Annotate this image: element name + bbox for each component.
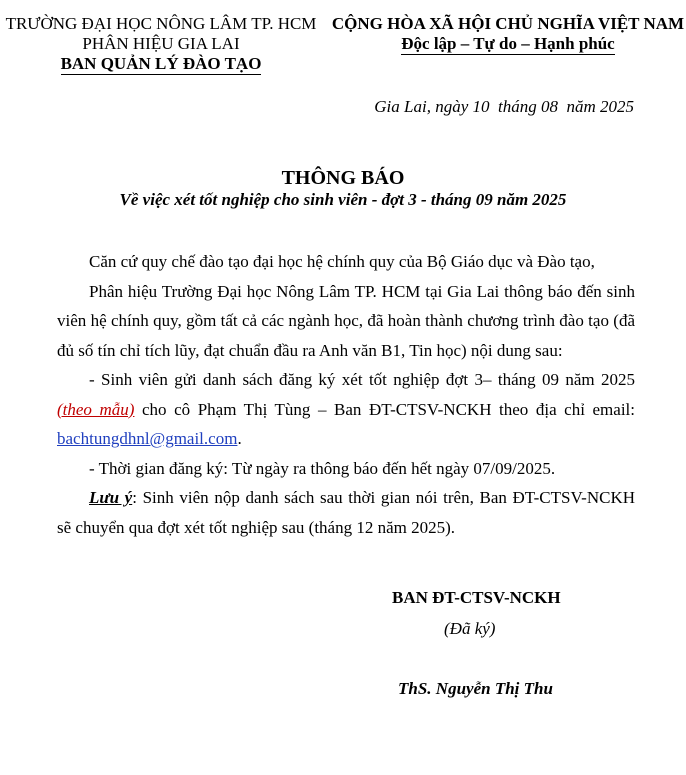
template-link[interactable]: (theo mẫu) — [57, 399, 135, 419]
paragraph-basis: Căn cứ quy chế đào tạo đại học hệ chính quy của Bộ Giáo dục và Đào tạo, — [89, 252, 595, 271]
university-name: TRƯỜNG ĐẠI HỌC NÔNG LÂM TP. HCM — [5, 14, 317, 33]
signature-status: (Đã ký) — [444, 619, 496, 638]
submission-text-end: . — [237, 429, 242, 448]
document-title: THÔNG BÁO — [281, 167, 405, 189]
paragraph-announcement: Phân hiệu Trường Đại học Nông Lâm TP. HCM tại Gia Lai thông báo đến sinh viên hệ chính quy, gồm tất cả các ngành học, đã hoàn thành chương trình đào tạo (đã đủ số tín chỉ tích lũy, đạt chuẩn đầu ra Anh văn B1, Tin học) nội dung sau: — [57, 281, 635, 360]
campus-name: PHÂN HIỆU GIA LAI — [82, 34, 240, 53]
national-title: CỘNG HÒA XÃ HỘI CHỦ NGHĨA VIỆT NAM — [331, 14, 685, 33]
date-line: Gia Lai, ngày 10 tháng 08 năm 2025 — [374, 97, 634, 116]
signer-name: ThS. Nguyễn Thị Thu — [398, 679, 553, 698]
national-motto: Độc lập – Tự do – Hạnh phúc — [401, 34, 615, 53]
document-body — [57, 247, 635, 542]
header-left — [0, 14, 322, 75]
document-subtitle: Về việc xét tốt nghiệp cho sinh viên - đợt 3 - tháng 09 năm 2025 — [119, 190, 567, 209]
paragraph-deadline: - Thời gian đăng ký: Từ ngày ra thông báo đến hết ngày 07/09/2025. — [89, 458, 556, 478]
department-name: BAN QUẢN LÝ ĐÀO TẠO — [60, 54, 262, 73]
signature-organization: BAN ĐT-CTSV-NCKH — [392, 588, 561, 607]
paragraph-note — [57, 483, 635, 542]
note-text: Sinh viên nộp danh sách sau thời gian nói trên, Ban ĐT-CTSV-NCKH sẽ chuyển qua đợt xét tốt nghiệp sau (tháng 12 năm 2025). — [57, 488, 635, 537]
paragraph-submission — [57, 365, 635, 454]
note-colon: : — [132, 488, 143, 507]
note-label: Lưu ý — [89, 488, 133, 507]
header-right — [330, 14, 686, 55]
submission-text-middle: cho cô Phạm Thị Tùng – Ban ĐT-CTSV-NCKH theo địa chỉ email: — [134, 399, 635, 419]
email-link[interactable]: bachtungdhnl@gmail.com — [57, 429, 238, 448]
submission-text-start: - Sinh viên gửi danh sách đăng ký xét tốt nghiệp đợt 3– tháng 09 năm 2025 — [89, 370, 635, 389]
